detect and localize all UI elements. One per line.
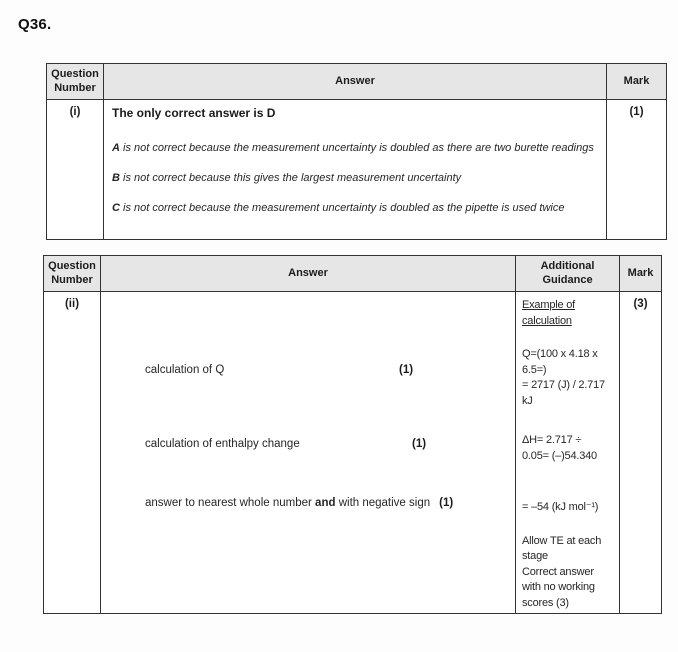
table1-header-mark: Mark xyxy=(623,74,650,87)
option-text-b: is not correct because this gives the largest measurement uncertainty xyxy=(123,172,462,184)
guidance-line: Q=(100 x 4.18 x xyxy=(522,348,598,360)
option-text-c: is not correct because the measurement uncertainty is doubled as the pipette is used twice xyxy=(123,202,565,214)
mark-table-part-i xyxy=(46,63,667,240)
table2-header-row xyxy=(44,256,661,292)
mark-value-i: (1) xyxy=(629,106,644,118)
option-a-explanation xyxy=(112,139,602,157)
guidance-heading-line: calculation xyxy=(522,314,572,327)
answer-point-3-bold-word: and xyxy=(315,497,336,509)
answer-point-3-text: answer to nearest whole number xyxy=(145,497,312,509)
table1-header-answer: Answer xyxy=(104,64,607,99)
answer-point-3-text-end: with negative sign xyxy=(338,497,431,509)
table2-body-row xyxy=(44,292,661,613)
additional-guidance-cell xyxy=(516,292,620,613)
answer-cell-ii xyxy=(101,292,516,613)
option-letter-a: A xyxy=(112,142,120,154)
guidance-allow-note xyxy=(522,534,616,612)
guidance-q-calculation xyxy=(522,347,616,409)
guidance-line: = –54 (kJ mol⁻¹) xyxy=(522,501,599,513)
answer-point-2-text: calculation of enthalpy change xyxy=(145,438,300,450)
guidance-line: = 2717 (J) / 2.717 xyxy=(522,379,605,391)
guidance-line: 6.5=) xyxy=(522,363,547,376)
option-letter-b: B xyxy=(112,172,120,184)
question-label: Q36. xyxy=(18,16,52,33)
question-number-value-ii: (ii) xyxy=(44,292,101,613)
answer-point-3-mark: (1) xyxy=(439,497,454,509)
answer-point-1 xyxy=(145,364,413,376)
answer-point-2-mark: (1) xyxy=(412,438,427,450)
table2-header-answer: Answer xyxy=(101,256,516,291)
guidance-heading-line: Example of xyxy=(522,299,576,311)
guidance-enthalpy-calculation xyxy=(522,433,616,464)
guidance-heading xyxy=(522,298,616,329)
table2-header-additional-guidance: Additional Guidance xyxy=(516,256,620,291)
answer-point-3 xyxy=(145,497,453,509)
guidance-line: ΔH= 2.717 ÷ xyxy=(522,434,582,446)
question-number-value-i: (i) xyxy=(47,100,104,239)
correct-answer-statement: The only correct answer is D xyxy=(112,106,276,120)
guidance-line: Allow TE at each xyxy=(522,534,602,547)
guidance-line: kJ xyxy=(522,394,533,407)
option-text-a: is not correct because the measurement uncertainty is doubled as there are two burette readings xyxy=(123,142,594,154)
guidance-line: 0.05= (–)54.340 xyxy=(522,449,597,462)
table1-body-row xyxy=(47,100,666,239)
guidance-line: with no working xyxy=(522,581,595,593)
answer-point-1-mark: (1) xyxy=(399,364,414,376)
answer-cell-i xyxy=(104,100,607,239)
table2-header-mark: Mark xyxy=(627,266,654,279)
mark-table-part-ii xyxy=(43,255,662,614)
mark-value-ii: (3) xyxy=(633,298,648,310)
table2-header-question-number: Question Number xyxy=(44,256,101,291)
option-c-explanation xyxy=(112,199,602,217)
table1-header-row xyxy=(47,64,666,100)
answer-point-2 xyxy=(145,438,426,450)
table1-header-question-number: Question Number xyxy=(47,64,104,99)
guidance-line: stage xyxy=(522,550,548,562)
guidance-line: Correct answer xyxy=(522,565,594,578)
guidance-final-result xyxy=(522,500,616,516)
option-b-explanation xyxy=(112,169,602,187)
option-letter-c: C xyxy=(112,202,120,214)
answer-point-1-text: calculation of Q xyxy=(145,364,225,376)
guidance-line: scores (3) xyxy=(522,596,569,609)
